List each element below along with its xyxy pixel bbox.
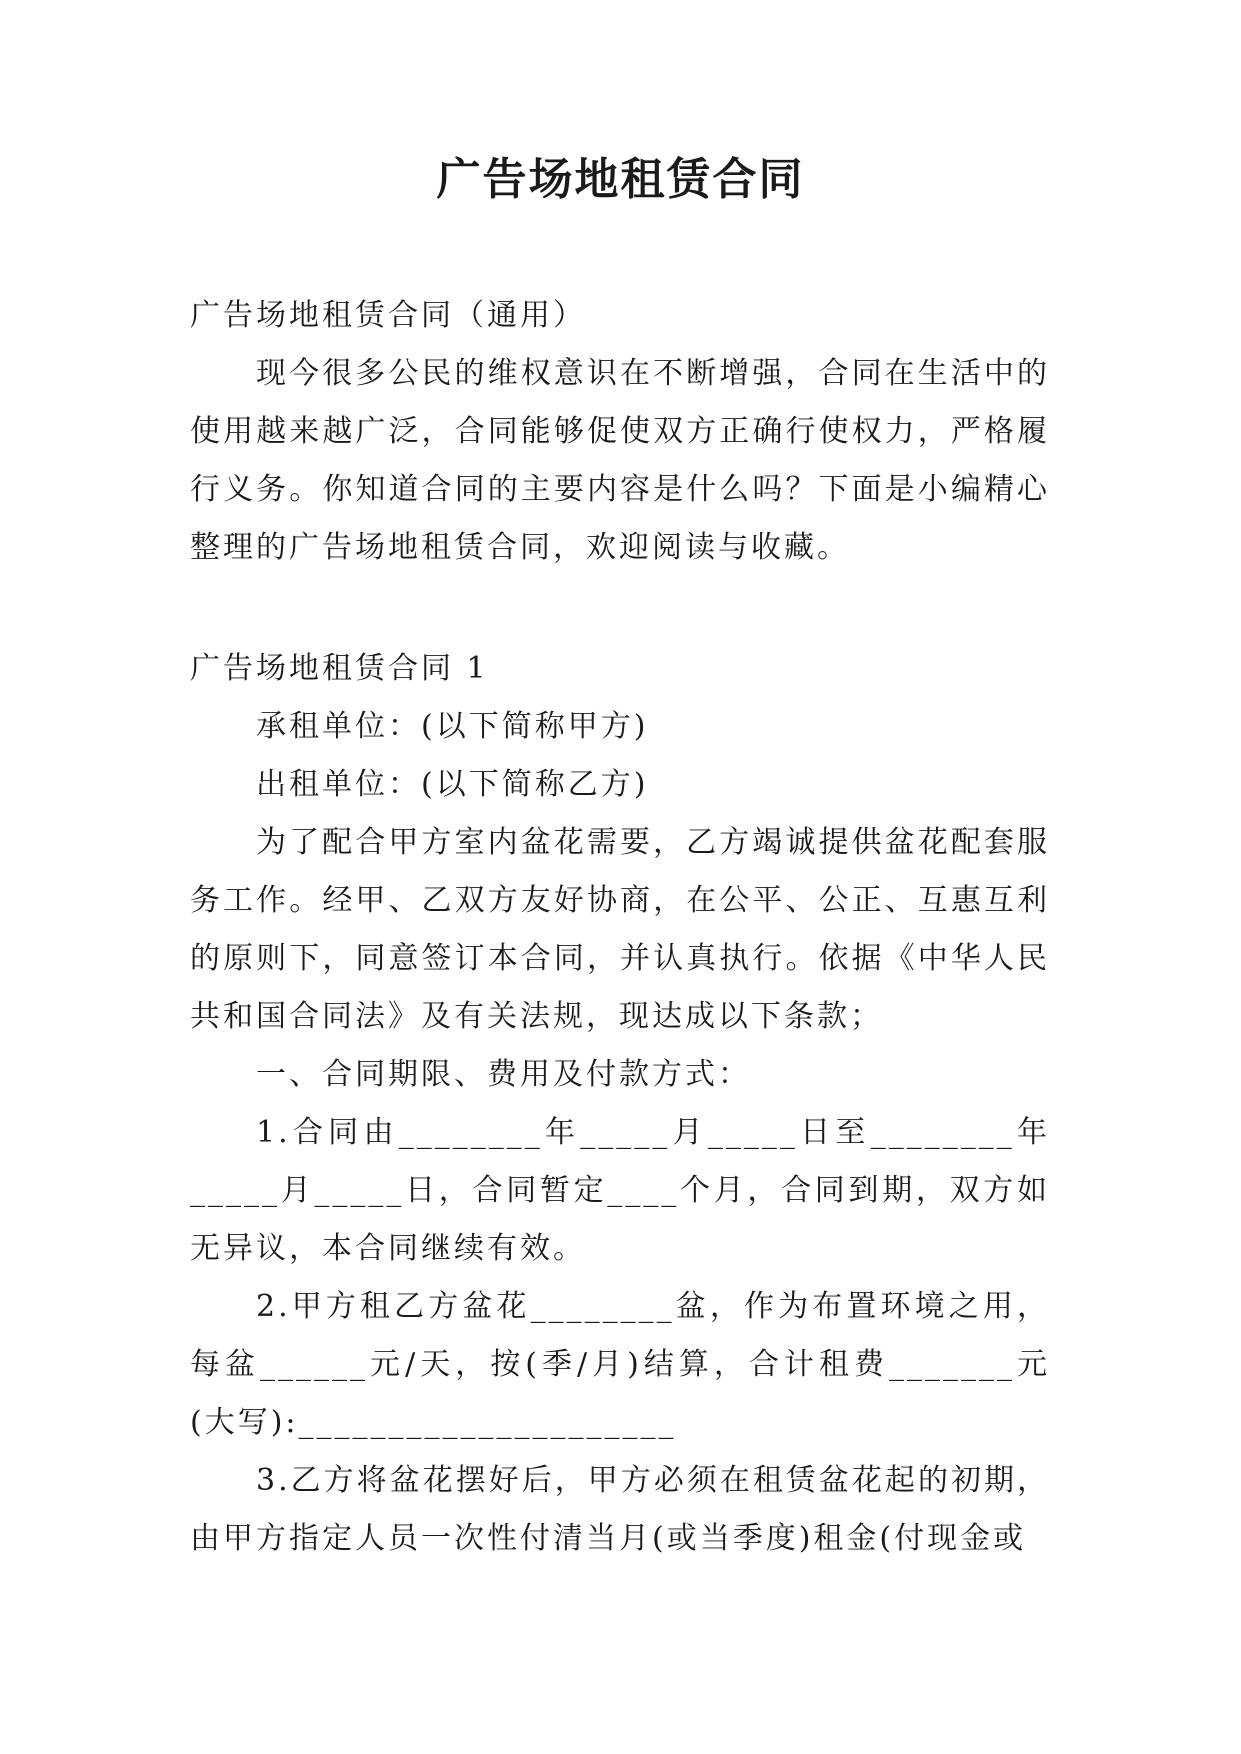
lessor-line: 出租单位：(以下简称乙方) xyxy=(256,767,649,802)
document-subtitle: 广告场地租赁合同（通用） xyxy=(190,298,586,333)
contract-body xyxy=(190,640,1050,1568)
intro-paragraph: 现今很多公民的维权意识在不断增强，合同在生活中的使用越来越广泛，合同能够促使双方正确行使权力，严格履行义务。你知道合同的主要内容是什么吗？下面是小编精心整理的广告场地租赁合同，欢迎阅读与收藏。 xyxy=(190,356,1050,565)
clause-1-heading: 一、合同期限、费用及付款方式： xyxy=(256,1057,751,1092)
clause-1-2-paragraph: 2.甲方租乙方盆花________盆，作为布置环境之用，每盆______元/天，按(季/月)结算，合计租费_______元(大写):_____________________ xyxy=(190,1289,1050,1440)
document-title: 广告场地租赁合同 xyxy=(436,154,805,205)
preamble-paragraph: 为了配合甲方室内盆花需要，乙方竭诚提供盆花配套服务工作。经甲、乙双方友好协商，在公平、公正、互惠互利的原则下，同意签订本合同，并认真执行。依据《中华人民共和国合同法》及有关法规，现达成以下条款； xyxy=(190,825,1050,1034)
intro-block xyxy=(190,287,1050,577)
section-heading: 广告场地租赁合同 1 xyxy=(190,651,489,686)
lessee-line: 承租单位：(以下简称甲方) xyxy=(256,709,649,744)
clause-1-3-paragraph: 3.乙方将盆花摆好后，甲方必须在租赁盆花起的初期，由甲方指定人员一次性付清当月(或当季度)租金(付现金或 xyxy=(190,1463,1050,1556)
clause-1-1-paragraph: 1.合同由________年_____月_____日至________年_____月_____日，合同暂定____个月，合同到期，双方如无异议，本合同继续有效。 xyxy=(190,1115,1050,1266)
